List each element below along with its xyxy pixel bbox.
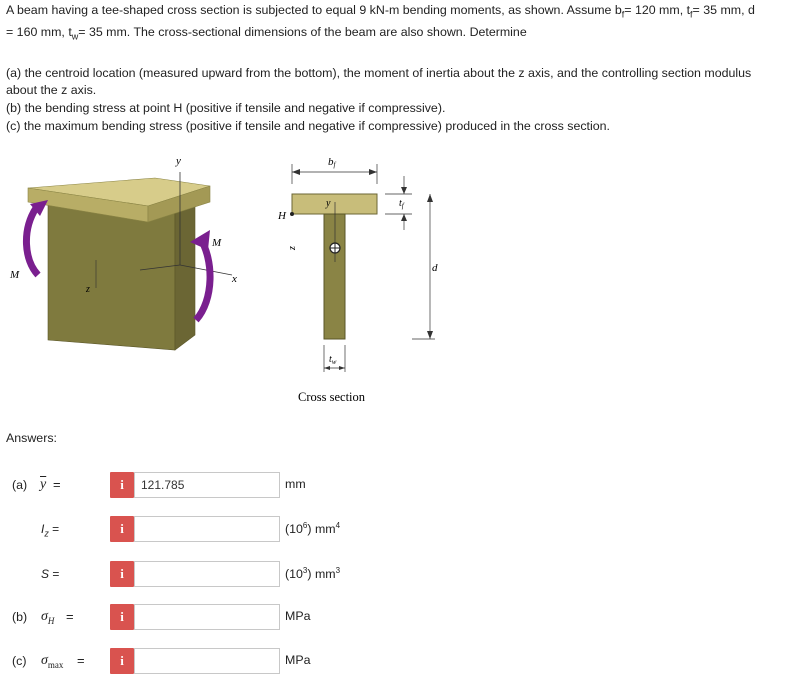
ybar-equals: = xyxy=(53,477,61,492)
beam-web-side xyxy=(175,200,195,350)
problem-statement xyxy=(6,2,784,136)
sigma-h-equals: = xyxy=(66,609,74,624)
ybar-symbol: $\overline{y}$ xyxy=(40,477,47,492)
s-input[interactable] xyxy=(134,561,280,587)
info-button-ybar[interactable]: i xyxy=(110,472,134,498)
part-a-label: (a) xyxy=(12,478,28,492)
iz-input[interactable] xyxy=(134,516,280,542)
ybar-unit: mm xyxy=(285,477,306,491)
sigma-max-unit: MPa xyxy=(285,653,311,667)
dim-d-label: d xyxy=(432,262,438,274)
answer-row-sigma-max xyxy=(0,648,790,676)
problem-intro: A beam having a tee-shaped cross section is subjected to equal 9 kN-m bending moments, as shown. Assume $b_f= 120$ mm, $t_f= 35$ mm, d = 160 mm, $t_w= 35$ mm. The cross-sectional dimensions of the beam are also shown. Determine xyxy=(6,3,755,42)
cross-section-caption: Cross section xyxy=(298,390,366,404)
sigma-max-symbol: $\sigma_{max}$ xyxy=(41,653,64,670)
sigma-h-unit: MPa xyxy=(285,609,311,623)
s-unit: $(10^3)$ $mm^3$ xyxy=(285,566,341,582)
sigma-h-input[interactable] xyxy=(134,604,280,630)
answer-row-s xyxy=(0,561,790,589)
point-h-marker xyxy=(290,212,294,216)
problem-part-a: (a) the centroid location (measured upward from the bottom), the moment of inertia about the z axis, and the controlling section modulus about the z axis. xyxy=(6,65,752,98)
moment-left-label: M xyxy=(10,269,20,281)
sigma-h-symbol: $\sigma_H$ xyxy=(41,609,55,626)
cs-y-label: y xyxy=(326,198,331,209)
info-button-sigma-h[interactable]: i xyxy=(110,604,134,630)
iz-symbol: $I_z$ = xyxy=(41,522,60,539)
s-symbol: S = xyxy=(41,567,60,581)
problem-part-c: (c) the maximum bending stress (positive if tensile and negative if compressive) produced in the cross section. xyxy=(6,118,610,133)
sigma-max-equals: = xyxy=(77,653,85,668)
ybar-input[interactable] xyxy=(134,472,280,498)
info-button-sigma-max[interactable]: i xyxy=(110,648,134,674)
point-h-label: H xyxy=(278,210,286,222)
cs-web xyxy=(324,214,345,339)
answers-heading: Answers: xyxy=(6,431,57,445)
beam-3d-figure xyxy=(0,150,260,390)
axis-x-label: x xyxy=(232,273,237,285)
sigma-max-input[interactable] xyxy=(134,648,280,674)
answer-row-sigma-h xyxy=(0,604,790,632)
part-c-label: (c) xyxy=(12,654,27,668)
dim-bf-label: bf xyxy=(328,156,336,169)
cross-section-figure xyxy=(270,150,450,410)
answer-row-iz xyxy=(0,516,790,544)
dim-tw-label: $t_w$ xyxy=(329,354,337,366)
cs-flange xyxy=(292,194,377,214)
part-b-label: (b) xyxy=(12,610,28,624)
axis-y-label: y xyxy=(176,155,181,167)
beam-web-front xyxy=(48,205,175,350)
axis-z-label: z xyxy=(86,284,90,295)
iz-unit: $(10^6)$ $mm^4$ xyxy=(285,521,341,537)
answer-row-ybar xyxy=(0,472,790,500)
info-button-s[interactable]: i xyxy=(110,561,134,587)
moment-arrow-right xyxy=(196,238,210,320)
dim-tf-label: $t_f$ xyxy=(399,198,404,210)
moment-arrow-left xyxy=(26,208,38,275)
info-button-iz[interactable]: i xyxy=(110,516,134,542)
moment-right-label: M xyxy=(212,237,222,249)
cs-z-label: z xyxy=(287,246,298,250)
problem-part-b: (b) the bending stress at point H (positive if tensile and negative if compressive). xyxy=(6,101,446,116)
